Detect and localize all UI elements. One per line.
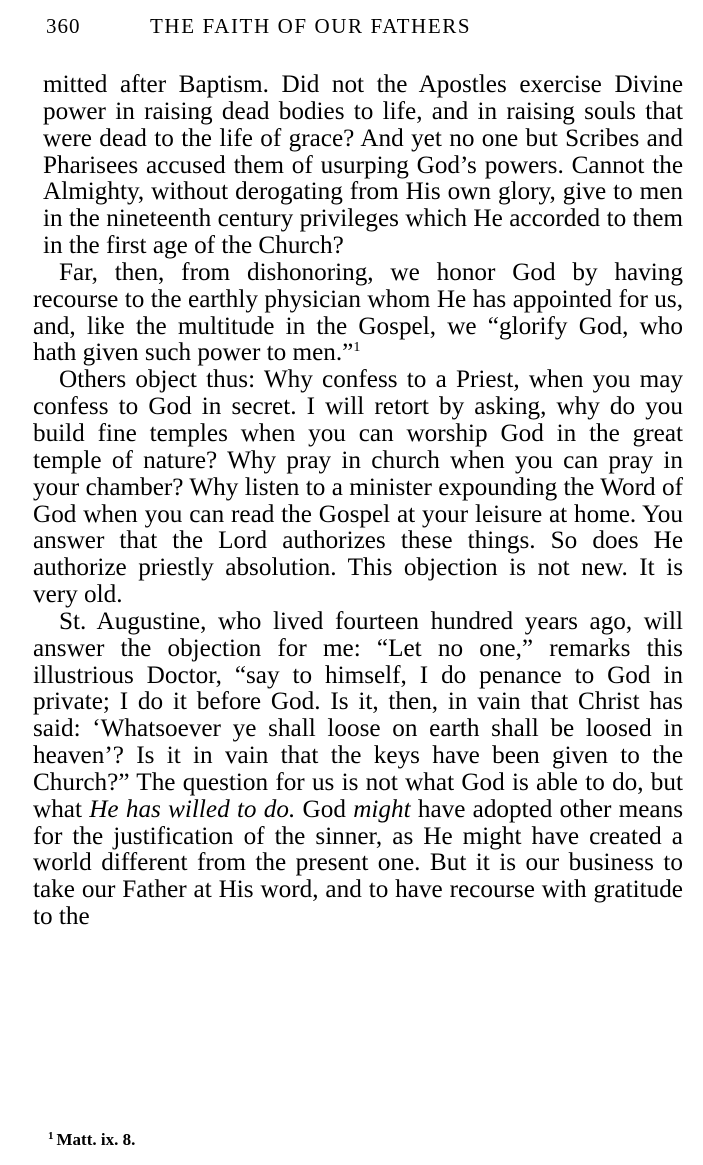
paragraph-text: have adopted other means for the justification of the sinner, as He might have created a world different from the present one. But it is our business to take our Father at His word, and to have recourse with gratitude to the — [33, 795, 684, 931]
page-number: 360 — [46, 14, 81, 38]
footnote-text: Matt. ix. 8. — [56, 1130, 136, 1149]
paragraph-text: Others object thus: Why confess to a Priest, when you may confess to God in secret. I will retort by asking, why do you build fine temples when you can worship God in the great temple of nature? Why pray in church when you can pray in your chamber? Why listen to a minister expounding the Word of God when you can read the Gospel at your leisure at home. You answer that the Lord authorizes these things. So does He authorize priestly absolution. This objection is not new. It is very old. — [33, 366, 683, 609]
paragraph-text: mitted after Baptism. Did not the Apostles exercise Divine power in raising dead bodies to life, and in raising souls that were dead to the life of grace? And yet no one but Scribes and Pharisees accused them of usurping God’s powers. Cannot the Almighty, without derogating from His own glory, give to men in the nineteenth century privileges which He accorded to them in the first age of the Church? — [43, 71, 683, 260]
body-text — [33, 72, 683, 931]
running-head — [46, 14, 673, 40]
paragraph-text: Far, then, from dishonoring, we honor God by having recourse to the earthly physician whom He has appointed for us, and, like the multitude in the Gospel, we “glorify God, who hath given such power to men.” — [33, 258, 683, 367]
paragraph-objection — [33, 367, 683, 609]
paragraph-earthly-physician — [33, 260, 683, 367]
italic-word: might — [353, 795, 411, 823]
footnote-marker: 1 — [48, 1130, 54, 1142]
running-title: THE FAITH OF OUR FATHERS — [150, 14, 472, 38]
paragraph-text: St. Augustine, who lived fourteen hundred years ago, will answer the objection for me: “Let no one,” remarks this illustrious Doctor, “say to himself, I do penance to God in private; I do it before God. Is it, then, in vain that Christ has said: ‘Whatsoever ye shall loose on earth shall be loosed in heaven’? Is it in vain that the keys have been given to the Church?” The question for us is not what God is able to do, but what — [33, 607, 683, 823]
footnote — [48, 1130, 135, 1150]
paragraph-text: God — [302, 795, 346, 823]
paragraph-continuation — [33, 72, 683, 260]
footnote-reference: 1 — [353, 340, 361, 356]
paragraph-augustine — [33, 609, 683, 931]
italic-phrase: He has willed to do. — [89, 795, 296, 823]
